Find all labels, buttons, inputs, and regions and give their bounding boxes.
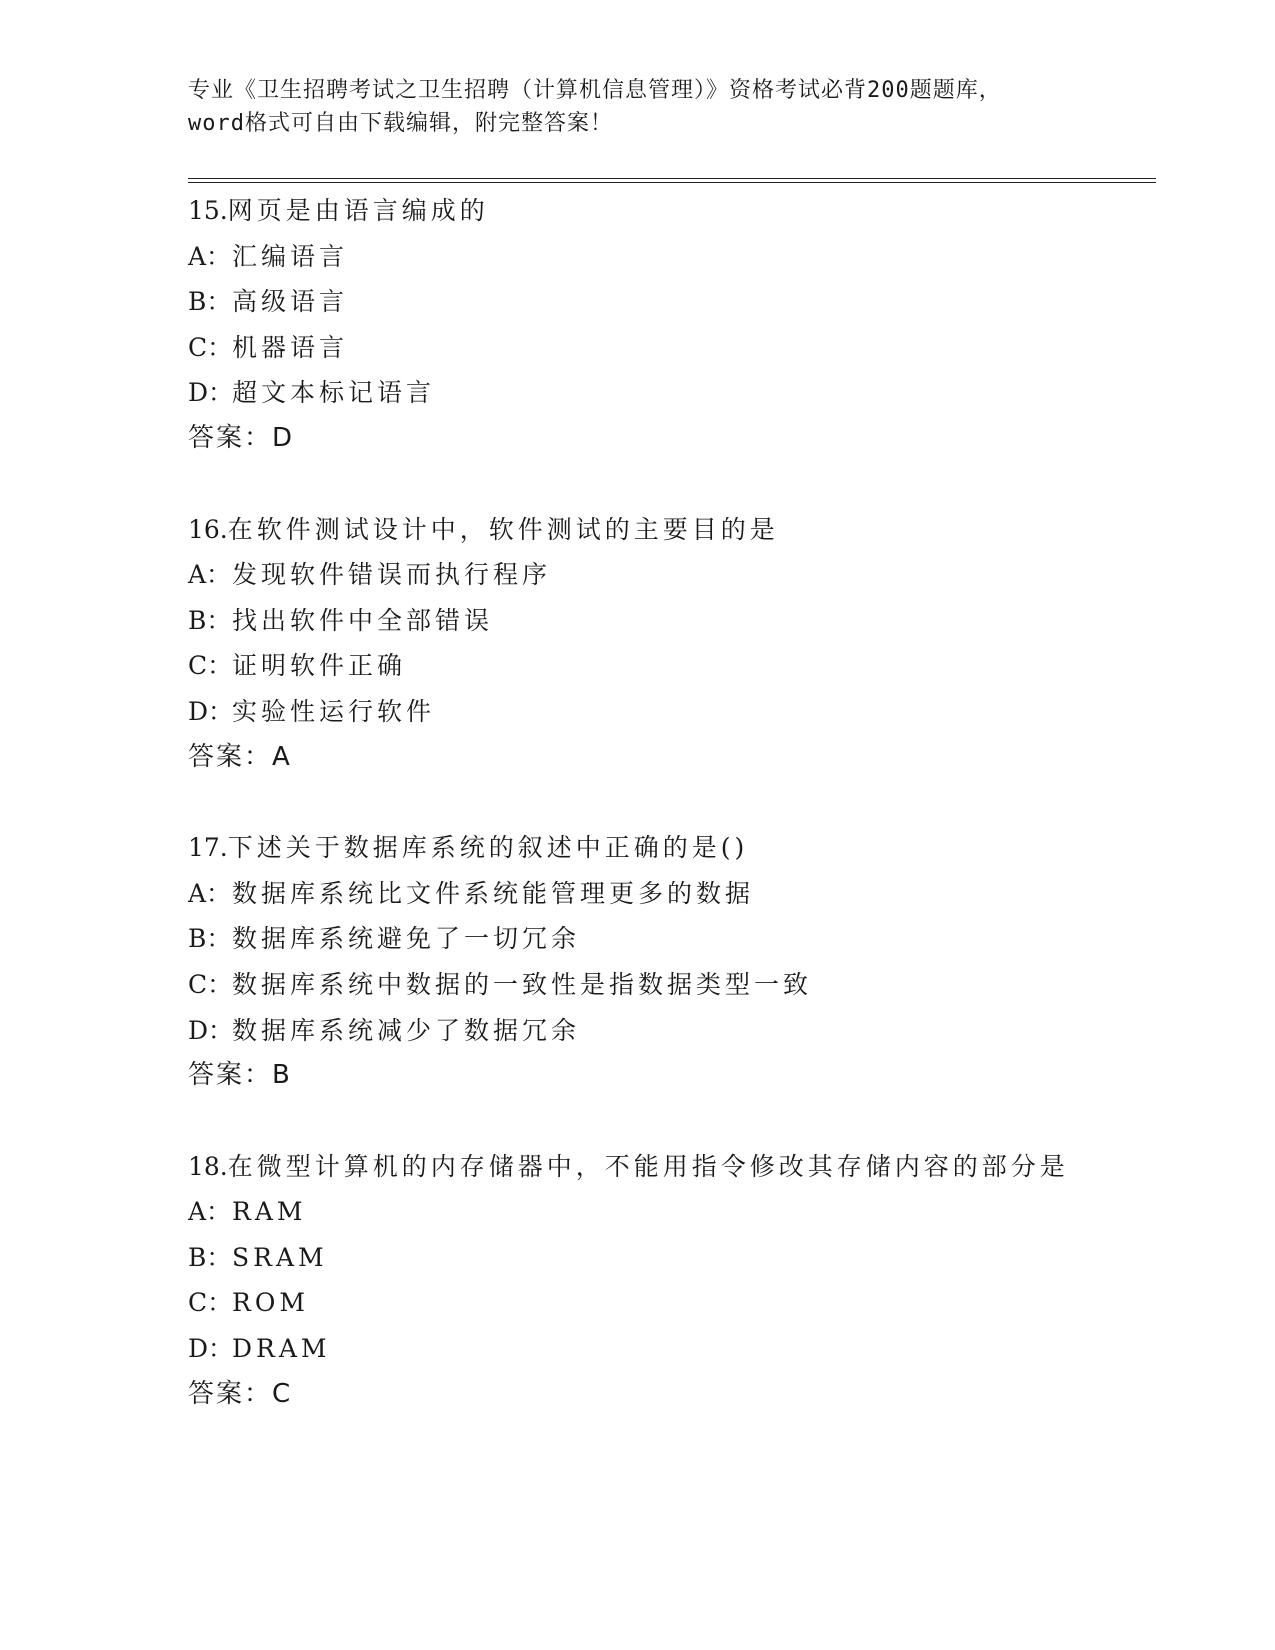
option-text: 超文本标记语言 [232, 378, 436, 408]
option-text: 找出软件中全部错误 [232, 605, 494, 635]
option-a [188, 1189, 1148, 1235]
option-a [188, 552, 1148, 598]
option-c [188, 643, 1148, 689]
question-17 [188, 825, 1148, 1099]
question-number: 15. [188, 196, 228, 225]
option-b [188, 1235, 1148, 1281]
option-key: A： [188, 241, 232, 271]
question-text: 网页是由语言编成的 [227, 196, 489, 225]
option-text: 数据库系统比文件系统能管理更多的数据 [232, 878, 755, 908]
option-key: C： [188, 332, 233, 362]
header-divider [188, 178, 1156, 183]
option-b [188, 916, 1148, 962]
option-text: 高级语言 [232, 287, 349, 317]
document-header [188, 74, 1088, 140]
option-text: 汇编语言 [232, 241, 349, 271]
question-15 [188, 188, 1148, 462]
option-c [188, 325, 1148, 371]
option-d [188, 1008, 1148, 1054]
option-key: B： [188, 287, 232, 317]
header-line-1: 专业《卫生招聘考试之卫生招聘（计算机信息管理）》资格考试必背200题题库， [188, 78, 1002, 103]
option-key: C： [188, 651, 233, 681]
answer: 答案：D [188, 422, 295, 453]
question-number: 18. [188, 1151, 228, 1181]
header-line-2: word格式可自由下载编辑，附完整答案！ [188, 111, 613, 136]
option-text: 发现软件错误而执行程序 [232, 560, 552, 590]
answer: 答案：A [188, 741, 292, 772]
option-key: B： [188, 605, 232, 635]
option-text: RAM [232, 1197, 307, 1227]
question-text: 在微型计算机的内存储器中，不能用指令修改其存储内容的部分是 [227, 1151, 1069, 1181]
answer: 答案：C [188, 1378, 293, 1409]
option-text: DRAM [232, 1334, 331, 1364]
option-d [188, 370, 1148, 416]
question-list [188, 188, 1148, 1462]
option-key: B： [188, 924, 232, 954]
option-text: 数据库系统避免了一切冗余 [232, 924, 581, 954]
option-text: ROM [232, 1288, 309, 1318]
option-key: D： [188, 1334, 234, 1364]
question-number: 17. [188, 833, 228, 863]
option-key: C： [188, 1288, 233, 1318]
question-stem [188, 188, 1148, 234]
option-d [188, 689, 1148, 735]
question-stem [188, 1144, 1148, 1190]
option-b [188, 598, 1148, 644]
option-key: A： [188, 878, 232, 908]
option-text: 数据库系统中数据的一致性是指数据类型一致 [232, 969, 813, 999]
question-text: 在软件测试设计中，软件测试的主要目的是 [227, 514, 779, 544]
option-text: SRAM [232, 1242, 328, 1272]
question-stem [188, 507, 1148, 553]
question-18 [188, 1144, 1148, 1418]
option-key: A： [188, 560, 232, 590]
option-key: D： [188, 378, 234, 408]
option-text: 实验性运行软件 [232, 696, 436, 726]
option-d [188, 1326, 1148, 1372]
question-number: 16. [188, 514, 228, 544]
question-stem [188, 825, 1148, 871]
option-key: C： [188, 969, 233, 999]
option-c [188, 1280, 1148, 1326]
option-key: D： [188, 1015, 234, 1045]
question-text: 下述关于数据库系统的叙述中正确的是() [227, 833, 749, 863]
option-b [188, 279, 1148, 325]
question-16 [188, 507, 1148, 781]
option-text: 数据库系统减少了数据冗余 [232, 1015, 581, 1045]
option-text: 证明软件正确 [232, 651, 407, 681]
option-c [188, 962, 1148, 1008]
answer: 答案：B [188, 1060, 292, 1091]
option-key: B： [188, 1242, 232, 1272]
option-a [188, 234, 1148, 280]
option-key: D： [188, 696, 234, 726]
option-text: 机器语言 [232, 332, 349, 362]
option-a [188, 871, 1148, 917]
option-key: A： [188, 1197, 232, 1227]
